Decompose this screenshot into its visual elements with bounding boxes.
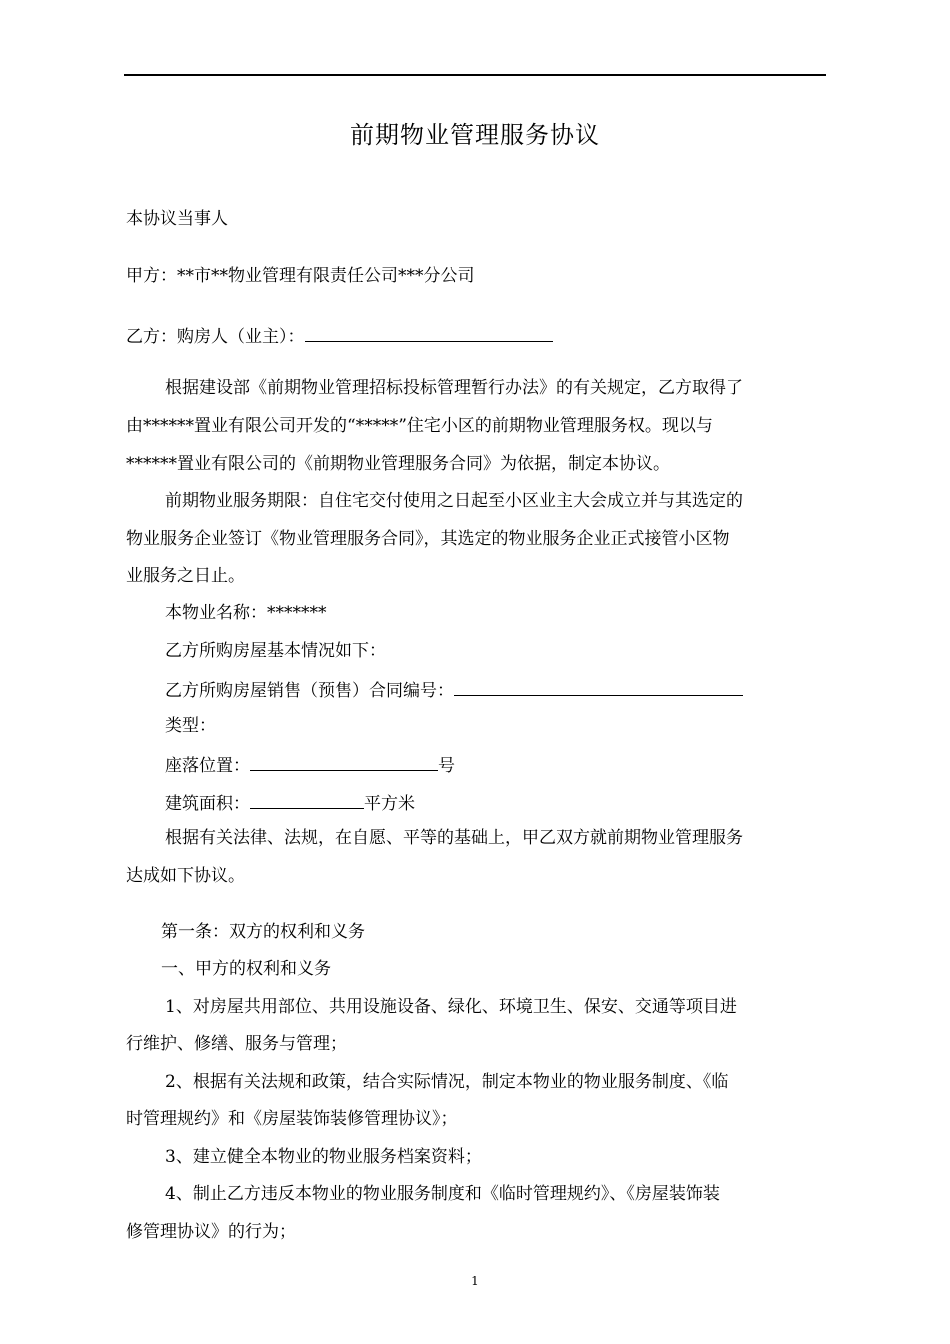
parties-heading: 本协议当事人 <box>126 209 228 229</box>
party-a: 甲方：**市**物业管理有限责任公司***分公司 <box>126 266 475 286</box>
item1-line1: 1、对房屋共用部位、共用设施设备、绿化、环境卫生、保安、交通等项目进 <box>165 997 737 1017</box>
location-line <box>165 752 455 777</box>
item3: 3、建立健全本物业的物业服务档案资料； <box>165 1147 482 1167</box>
area-label: 建筑面积： <box>165 794 250 814</box>
para3-line2: 达成如下协议。 <box>126 866 245 886</box>
item4-line2: 修管理协议》的行为； <box>126 1222 296 1242</box>
area-line <box>165 790 415 815</box>
contract-no-label: 乙方所购房屋销售（预售）合同编号： <box>165 681 454 701</box>
contract-no-blank <box>454 677 743 696</box>
page-number: 1 <box>471 1274 479 1288</box>
contract-no-line <box>165 677 743 702</box>
house-info-heading: 乙方所购房屋基本情况如下： <box>165 641 386 661</box>
party-b <box>126 323 553 348</box>
para3-line1: 根据有关法律、法规，在自愿、平等的基础上，甲乙双方就前期物业管理服务 <box>165 828 743 848</box>
para2-line1: 前期物业服务期限：自住宅交付使用之日起至小区业主大会成立并与其选定的 <box>165 491 743 511</box>
location-blank <box>250 752 438 771</box>
item1-line2: 行维护、修缮、服务与管理； <box>126 1034 347 1054</box>
header-rule <box>124 74 826 76</box>
property-name: 本物业名称：******* <box>165 603 327 623</box>
area-suffix: 平方米 <box>364 794 415 814</box>
location-suffix: 号 <box>438 756 455 776</box>
party-b-label: 乙方：购房人（业主）： <box>126 327 305 347</box>
para2-line2: 物业服务企业签订《物业管理服务合同》，其选定的物业服务企业正式接管小区物 <box>126 529 730 549</box>
para1-line2: 由******置业有限公司开发的“*****”住宅小区的前期物业管理服务权。现以与 <box>126 416 713 436</box>
item2-line1: 2、根据有关法规和政策，结合实际情况，制定本物业的物业服务制度、《临 <box>165 1072 729 1092</box>
article1-heading: 第一条：双方的权利和义务 <box>161 922 365 942</box>
section1-heading: 一、甲方的权利和义务 <box>161 959 331 979</box>
item2-line2: 时管理规约》和《房屋装饰装修管理协议》； <box>126 1109 458 1129</box>
para1-line3: ******置业有限公司的《前期物业管理服务合同》为依据，制定本协议。 <box>126 454 670 474</box>
location-label: 座落位置： <box>165 756 250 776</box>
document-title: 前期物业管理服务协议 <box>350 121 600 149</box>
area-blank <box>250 790 364 809</box>
type-label: 类型： <box>165 716 216 736</box>
para1-line1: 根据建设部《前期物业管理招标投标管理暂行办法》的有关规定，乙方取得了 <box>165 378 743 398</box>
item4-line1: 4、制止乙方违反本物业的物业服务制度和《临时管理规约》、《房屋装饰装 <box>165 1184 720 1204</box>
para2-line3: 业服务之日止。 <box>126 566 245 586</box>
party-b-blank <box>305 323 553 342</box>
